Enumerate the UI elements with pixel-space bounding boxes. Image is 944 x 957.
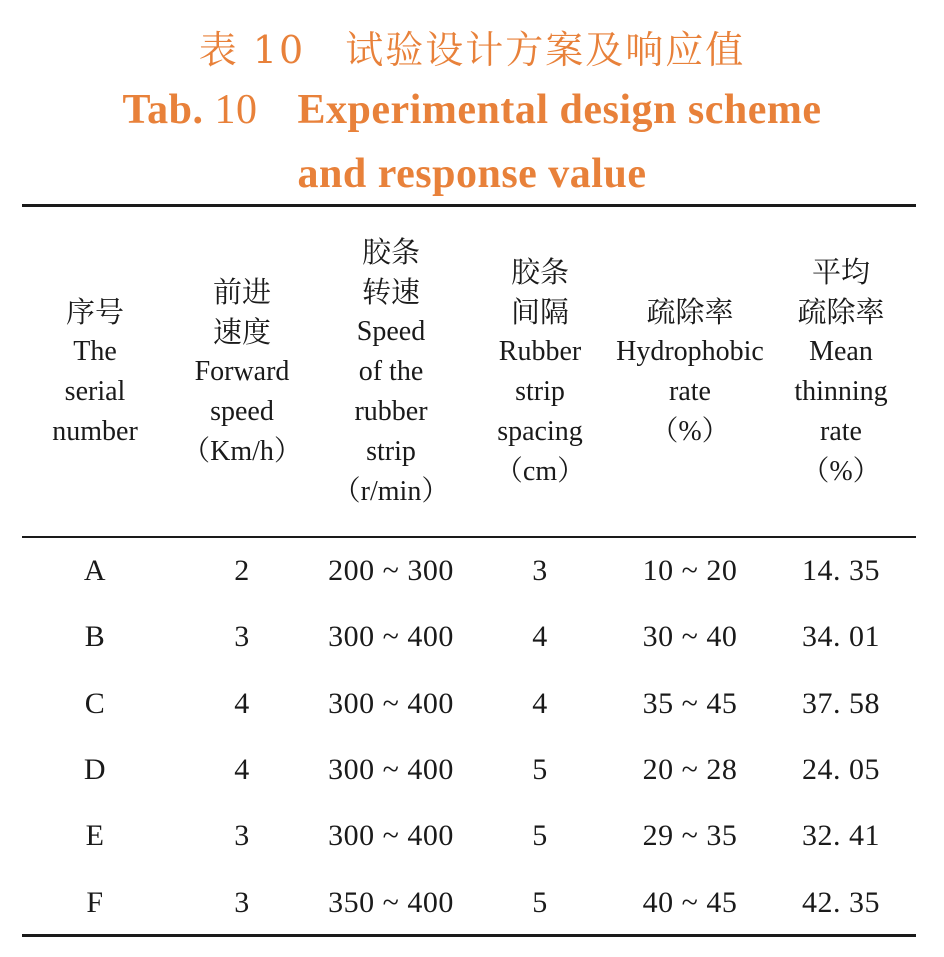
header-line: 速度 [212, 314, 271, 349]
header-line: spacing [497, 415, 583, 447]
cell-hydrophobic-rate: 35 ~ 45 [642, 686, 738, 720]
cell-rubber-strip-spacing: 4 [532, 686, 548, 720]
cell-serial-number: C [84, 686, 106, 720]
header-line: Hydrophobic [616, 335, 764, 367]
header-line: thinning [794, 375, 888, 407]
header-line: Mean [809, 335, 873, 367]
header-forward-speed [168, 207, 316, 536]
cell-rubber-strip-speed: 300 ~ 400 [328, 819, 454, 853]
cell-hydrophobic-rate: 30 ~ 40 [642, 620, 738, 654]
caption-cn-text: 试验设计方案及响应值 [345, 28, 746, 72]
cell-rubber-strip-spacing: 5 [532, 885, 548, 919]
cell-serial-number: D [83, 753, 107, 787]
header-line: 胶条 [510, 254, 569, 289]
cell-hydrophobic-rate: 29 ~ 35 [642, 819, 738, 853]
header-mean-thinning-rate [766, 207, 916, 536]
caption-chinese [0, 22, 944, 78]
header-line: 间隔 [510, 294, 569, 329]
cell-rubber-strip-spacing: 5 [532, 819, 548, 853]
header-line: 转速 [361, 274, 420, 309]
cell-rubber-strip-speed: 200 ~ 300 [328, 554, 454, 588]
cell-forward-speed: 3 [234, 885, 250, 919]
header-rubber-strip-speed [316, 207, 466, 536]
caption-en-line2: and response value [297, 151, 647, 197]
header-line: 平均 [811, 254, 870, 289]
header-line: of the [358, 355, 424, 387]
table-row [22, 803, 916, 869]
header-line: Forward [194, 355, 290, 387]
table-row [22, 737, 916, 803]
header-line: Speed [356, 315, 426, 347]
header-line: strip [366, 435, 416, 467]
header-line: （cm） [494, 455, 586, 487]
cell-rubber-strip-speed: 300 ~ 400 [328, 753, 454, 787]
cell-serial-number: F [86, 885, 104, 919]
cell-forward-speed: 3 [234, 819, 250, 853]
header-hydrophobic-rate [614, 207, 766, 536]
header-line: strip [515, 375, 565, 407]
header-line: rubber [354, 395, 428, 427]
cell-rubber-strip-spacing: 5 [532, 753, 548, 787]
table-row [22, 869, 916, 935]
table-header-row [22, 207, 916, 536]
caption-english-line2 [0, 142, 944, 206]
cell-forward-speed: 4 [234, 686, 250, 720]
header-line: Rubber [498, 335, 582, 367]
cell-mean-thinning-rate: 24. 05 [802, 753, 880, 787]
header-line: 前进 [212, 274, 271, 309]
header-line: （Km/h） [182, 435, 302, 467]
cell-hydrophobic-rate: 20 ~ 28 [642, 753, 738, 787]
cell-rubber-strip-spacing: 4 [532, 620, 548, 654]
cell-hydrophobic-rate: 40 ~ 45 [642, 885, 738, 919]
header-line: The [73, 335, 117, 367]
caption-cn-number: 10 [252, 28, 306, 72]
cell-serial-number: B [84, 620, 106, 654]
header-line: 胶条 [361, 234, 420, 269]
cell-mean-thinning-rate: 34. 01 [802, 620, 880, 654]
cell-forward-speed: 3 [234, 620, 250, 654]
cell-serial-number: E [85, 819, 105, 853]
cell-rubber-strip-speed: 300 ~ 400 [328, 686, 454, 720]
cell-rubber-strip-spacing: 3 [532, 554, 548, 588]
header-line: 疏除率 [646, 294, 734, 329]
header-line: rate [820, 415, 862, 447]
header-line: speed [210, 395, 274, 427]
header-line: （%） [801, 455, 881, 487]
caption-en-line1: Experimental design scheme [297, 87, 822, 133]
cell-mean-thinning-rate: 14. 35 [802, 554, 880, 588]
table-caption [0, 22, 944, 206]
table-row [22, 604, 916, 670]
table-body [22, 538, 916, 936]
cell-hydrophobic-rate: 10 ~ 20 [642, 554, 738, 588]
header-line: number [52, 415, 138, 447]
table-row [22, 538, 916, 604]
cell-rubber-strip-speed: 300 ~ 400 [328, 620, 454, 654]
cell-mean-thinning-rate: 32. 41 [802, 819, 880, 853]
header-line: 疏除率 [797, 294, 885, 329]
cell-forward-speed: 2 [234, 554, 250, 588]
header-rubber-strip-spacing [466, 207, 614, 536]
cell-forward-speed: 4 [234, 753, 250, 787]
header-line: （r/min） [332, 475, 450, 507]
caption-cn-label: 表 [198, 28, 239, 72]
header-line: serial [64, 375, 126, 407]
caption-en-number: 10 [214, 87, 258, 133]
caption-english [0, 78, 944, 142]
cell-rubber-strip-speed: 350 ~ 400 [328, 885, 454, 919]
header-line: 序号 [65, 294, 124, 329]
table-row [22, 671, 916, 737]
header-line: （%） [650, 415, 730, 447]
cell-serial-number: A [83, 554, 107, 588]
cell-mean-thinning-rate: 42. 35 [802, 885, 880, 919]
table-bottom-rule [22, 934, 916, 937]
caption-en-label: Tab. [122, 87, 204, 133]
cell-mean-thinning-rate: 37. 58 [802, 686, 880, 720]
header-serial-number [22, 207, 168, 536]
header-line: rate [669, 375, 711, 407]
